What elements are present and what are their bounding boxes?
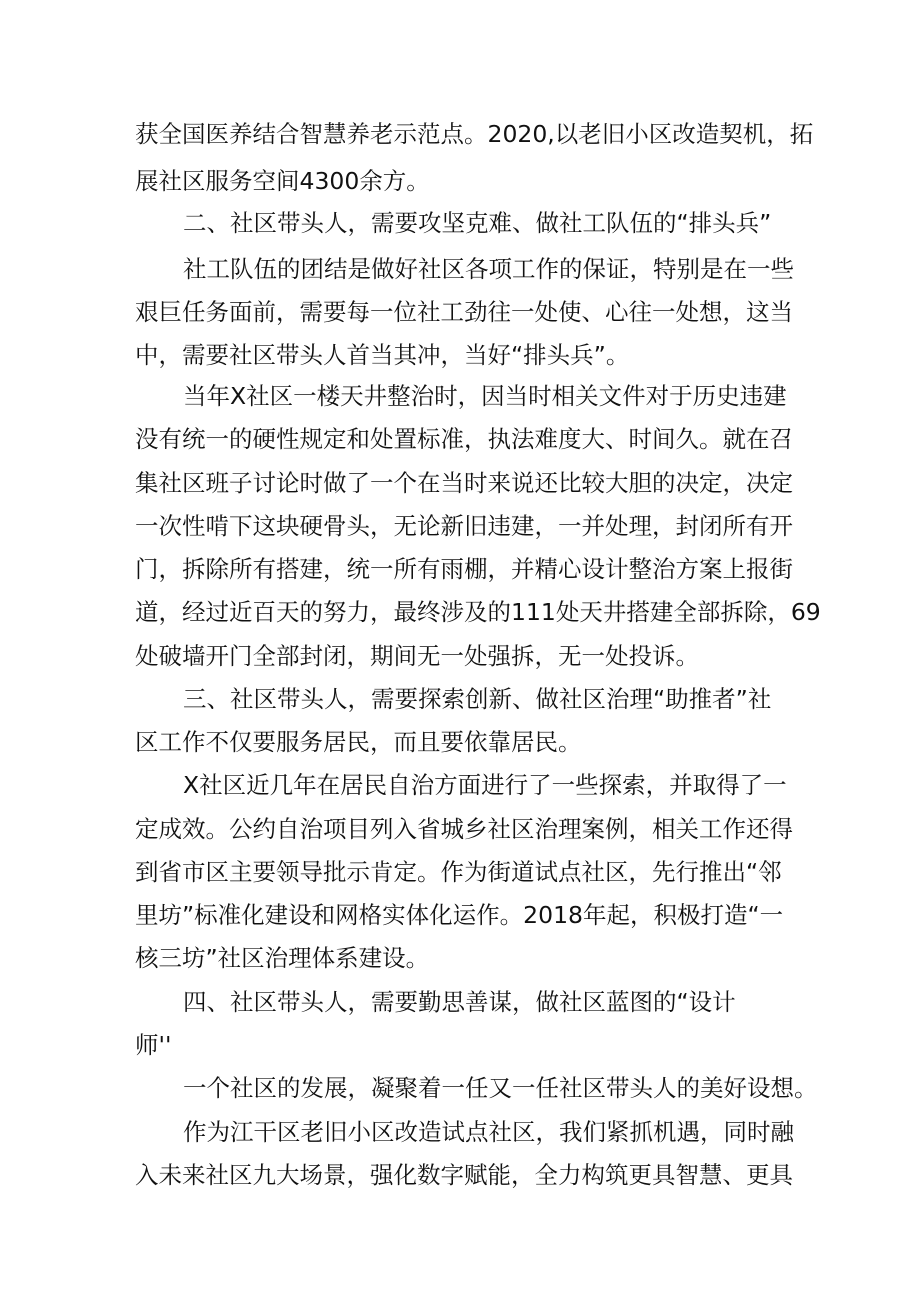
text-line: 当年X社区一楼天井整治时，因当时相关文件对于历史违建: [183, 382, 787, 410]
section-heading: 二、社区带头人，需要攻坚克难、做社工队伍的“排头兵”: [183, 209, 772, 237]
text-line: 核三坊”社区治理体系建设。: [135, 944, 430, 972]
text-line: 区工作不仅要服务居民，而且要依靠居民。: [135, 728, 582, 756]
text-line: 门，拆除所有搭建，统一所有雨棚，并精心设计整治方案上报街: [135, 555, 793, 583]
section-heading: 三、社区带头人，需要探索创新、做社区治理“助推者”社: [183, 685, 772, 713]
text-line: 到省市区主要领导批示肯定。作为街道试点社区，先行推出“邻: [135, 858, 782, 886]
section-heading-continued: 师'': [135, 1031, 172, 1059]
text-line: 社工队伍的团结是做好社区各项工作的保证，特别是在一些: [183, 255, 794, 283]
text-line: 展社区服务空间4300余方。: [135, 167, 430, 195]
text-line: 获全国医养结合智慧养老示范点。2020,以老旧小区改造契机，拓: [135, 120, 814, 148]
text-line: 入未来社区九大场景，强化数字赋能，全力构筑更具智慧、更具: [135, 1161, 793, 1189]
text-line: 中，需要社区带头人首当其冲，当好“排头兵”。: [135, 341, 630, 369]
section-heading: 四、社区带头人，需要勤思善谋，做社区蓝图的“设计: [183, 988, 736, 1016]
text-line: 定成效。公约自治项目列入省城乡社区治理案例，相关工作还得: [135, 815, 793, 843]
text-line: 没有统一的硬性规定和处置标准，执法难度大、时间久。就在召: [135, 425, 793, 453]
text-line: 一个社区的发展，凝聚着一任又一任社区带头人的美好设想。: [183, 1074, 818, 1102]
text-line: 道，经过近百天的努力，最终涉及的111处天井搭建全部拆除，69: [135, 598, 821, 626]
text-line: 里坊”标准化建设和网格实体化运作。2018年起，积极打造“一: [135, 901, 784, 929]
text-line: 一次性啃下这块硬骨头，无论新旧违建，一并处理，封闭所有开: [135, 512, 793, 540]
text-line: 艰巨任务面前，需要每一位社工劲往一处使、心往一处想，这当: [135, 298, 793, 326]
text-line: 集社区班子讨论时做了一个在当时来说还比较大胆的决定，决定: [135, 469, 793, 497]
text-line: 作为江干区老旧小区改造试点社区，我们紧抓机遇，同时融: [183, 1118, 794, 1146]
text-line: 处破墙开门全部封闭，期间无一处强拆，无一处投诉。: [135, 642, 699, 670]
text-line: X社区近几年在居民自治方面进行了一些探索，并取得了一: [183, 771, 787, 799]
